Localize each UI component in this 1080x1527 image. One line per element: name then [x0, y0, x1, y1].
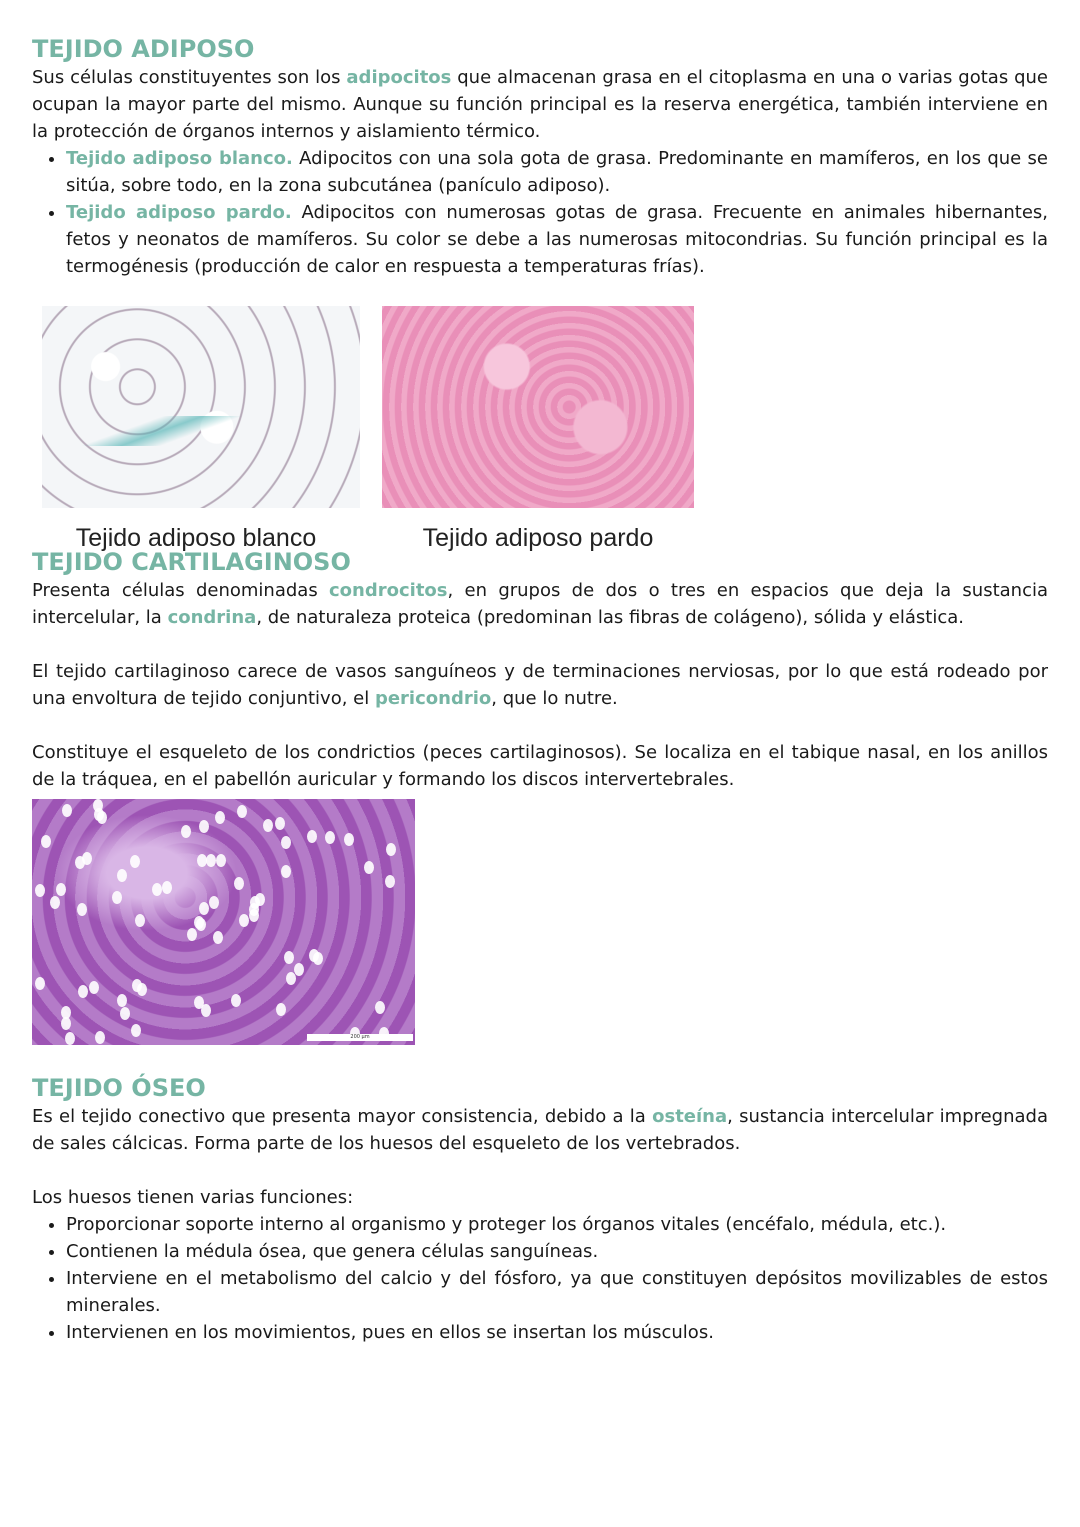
cell-lacuna: [281, 865, 291, 878]
cell-lacuna: [130, 855, 140, 868]
section-title-oseo: TEJIDO ÓSEO: [32, 1074, 206, 1102]
cell-lacuna: [97, 811, 107, 824]
text-run: Adipocitos con una sola gota de grasa. Predominante en mamíferos, en los que se sitúa, sobre todo, en la zona subcutánea (panículo adiposo).: [66, 148, 1048, 196]
highlighted-term: Tejido adiposo pardo.: [66, 202, 292, 223]
cell-lacuna: [386, 843, 396, 856]
cell-lacuna: [197, 854, 207, 867]
highlighted-term: Tejido adiposo blanco.: [66, 148, 293, 169]
highlighted-term: condrina: [167, 607, 257, 628]
cell-lacuna: [239, 914, 249, 927]
cell-lacuna: [344, 833, 354, 846]
text-run: , en grupos de dos o tres en espacios que deja la sustancia intercelular, la: [32, 580, 1048, 628]
cell-lacuna: [61, 1006, 71, 1019]
cell-lacuna: [162, 881, 172, 894]
cell-lacuna: [237, 805, 247, 818]
highlighted-term: condrocitos: [329, 580, 448, 601]
text-run: El tejido cartilaginoso carece de vasos sanguíneos y de terminaciones nerviosas, por lo que está rodeado por una envoltura de tejido conjuntivo, el: [32, 661, 1048, 709]
cell-lacuna: [199, 902, 209, 915]
white-adipose-micrograph: [42, 306, 360, 508]
cartilage-micrograph: [32, 799, 415, 1045]
cell-lacuna: [35, 884, 45, 897]
cell-lacuna: [89, 981, 99, 994]
list-item: [66, 1265, 1048, 1319]
oseo-body: [32, 1103, 1048, 1211]
text-run: Interviene en el metabolismo del calcio y del fósforo, ya que constituyen depósitos movilizables de estos minerales.: [66, 1268, 1048, 1316]
highlighted-term: adipocitos: [346, 67, 452, 88]
scale-bar: 200 µm: [307, 1034, 413, 1041]
oseo-list: [32, 1211, 1048, 1346]
cell-lacuna: [364, 861, 374, 874]
adiposo-figures: [32, 306, 1048, 553]
highlighted-term: osteína: [652, 1106, 728, 1127]
cell-lacuna: [181, 825, 191, 838]
text-run: Es el tejido conectivo que presenta mayor consistencia, debido a la: [32, 1106, 653, 1127]
cell-lacuna: [385, 875, 395, 888]
cell-lacuna: [313, 952, 323, 965]
paragraph-gap: [32, 1157, 1048, 1184]
document-page: [32, 34, 1048, 1346]
cell-lacuna: [276, 1003, 286, 1016]
cell-lacuna: [250, 896, 260, 909]
cell-lacuna: [187, 928, 197, 941]
cell-lacuna: [263, 819, 273, 832]
cell-lacuna: [286, 972, 296, 985]
cell-lacuna: [62, 804, 72, 817]
adiposo-intro: [32, 64, 1048, 145]
cell-lacuna: [56, 883, 66, 896]
cell-lacuna: [281, 836, 291, 849]
paragraph-gap: [32, 631, 1048, 658]
cell-lacuna: [61, 1017, 71, 1030]
text-run: , de naturaleza proteica (predominan las fibras de colágeno), sólida y elástica.: [256, 607, 964, 628]
list-item: [66, 199, 1048, 280]
cell-lacuna: [135, 914, 145, 927]
cell-lacuna: [275, 817, 285, 830]
cell-lacuna: [325, 831, 335, 844]
brown-adipose-micrograph: [382, 306, 694, 508]
cell-lacuna: [117, 869, 127, 882]
paragraph: [32, 739, 1048, 793]
cell-lacuna: [78, 985, 88, 998]
cell-lacuna: [215, 811, 225, 824]
section-title-cartilaginoso: TEJIDO CARTILAGINOSO: [32, 548, 351, 576]
text-run: Los huesos tienen varias funciones:: [32, 1187, 354, 1208]
cell-lacuna: [196, 918, 206, 931]
cell-lacuna: [65, 1032, 75, 1045]
paragraph: [32, 1103, 1048, 1157]
text-run: , que lo nutre.: [491, 688, 618, 709]
cell-lacuna: [112, 891, 122, 904]
paragraph: [32, 658, 1048, 712]
cell-lacuna: [231, 994, 241, 1007]
cell-lacuna: [35, 977, 45, 990]
caption-brown-adipose: Tejido adiposo pardo: [422, 524, 654, 552]
caption-white-adipose: Tejido adiposo blanco: [75, 524, 317, 552]
cell-lacuna: [375, 1001, 385, 1014]
text-run: Proporcionar soporte interno al organismo y proteger los órganos vitales (encéfalo, médula, etc.).: [66, 1214, 947, 1235]
text-run: Presenta células denominadas: [32, 580, 329, 601]
paragraph-gap: [32, 712, 1048, 739]
cell-lacuna: [199, 820, 209, 833]
cell-lacuna: [209, 896, 219, 909]
cell-lacuna: [120, 1007, 130, 1020]
cell-lacuna: [131, 1024, 141, 1037]
list-item: [66, 1319, 1048, 1346]
list-item: [66, 1211, 1048, 1238]
cartilaginoso-body: [32, 577, 1048, 793]
figure-white-adipose: [32, 306, 360, 553]
text-run: Contienen la médula ósea, que genera células sanguíneas.: [66, 1241, 599, 1262]
list-item: [66, 145, 1048, 199]
text-run: Adipocitos con numerosas gotas de grasa. Frecuente en animales hibernantes, fetos y neonatos de mamíferos. Su color se debe a las numerosas mitocondrias. Su función principal es la termogénesis (producción de calor en respuesta a temperaturas frías).: [66, 202, 1049, 277]
section-title-adiposo: TEJIDO ADIPOSO: [32, 35, 255, 63]
text-run: , sustancia intercelular impregnada de sales cálcicas. Forma parte de los huesos del esqueleto de los vertebrados.: [32, 1106, 1048, 1154]
cell-lacuna: [77, 903, 87, 916]
text-run: Intervienen en los movimientos, pues en ellos se insertan los músculos.: [66, 1322, 714, 1343]
cell-lacuna: [50, 896, 60, 909]
cell-lacuna: [213, 931, 223, 944]
cell-lacuna: [234, 877, 244, 890]
cell-lacuna: [117, 994, 127, 1007]
cell-lacuna: [75, 856, 85, 869]
cell-lacuna: [307, 830, 317, 843]
text-run: que almacenan grasa en el citoplasma en una o varias gotas que ocupan la mayor parte del mismo. Aunque su función principal es la reserva energética, también interviene en la protección de órganos internos y aislamiento térmico.: [32, 67, 1048, 142]
text-run: Sus células constituyentes son los: [32, 67, 347, 88]
cell-lacuna: [284, 951, 294, 964]
cell-lacuna: [95, 1031, 105, 1044]
cell-lacuna: [137, 983, 147, 996]
list-item: [66, 1238, 1048, 1265]
cell-lacuna: [41, 835, 51, 848]
paragraph: [32, 577, 1048, 631]
figure-brown-adipose: [382, 306, 694, 553]
highlighted-term: pericondrio: [374, 688, 492, 709]
cell-lacuna: [216, 854, 226, 867]
paragraph: [32, 1184, 1048, 1211]
cell-lacuna: [206, 854, 216, 867]
adiposo-list: [32, 145, 1048, 280]
cell-lacuna: [152, 883, 162, 896]
text-run: Constituye el esqueleto de los condrictios (peces cartilaginosos). Se localiza en el tabique nasal, en los anillos de la tráquea, en el pabellón auricular y formando los discos intervertebrales.: [32, 742, 1048, 790]
